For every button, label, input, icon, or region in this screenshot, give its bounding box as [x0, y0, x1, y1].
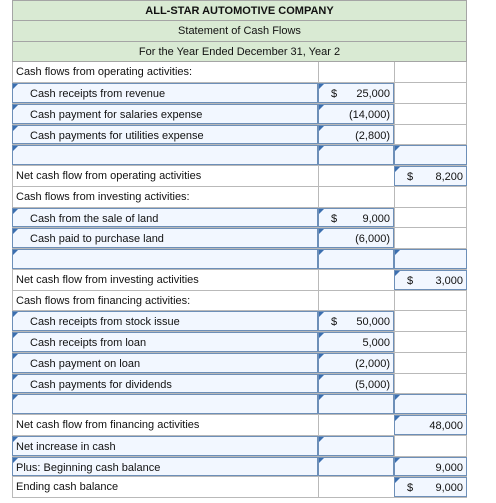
amount-column-1[interactable] — [318, 436, 394, 456]
amount-value: (14,000) — [349, 108, 390, 121]
line-item-label: Net cash flow from financing activities — [12, 415, 318, 435]
statement-row — [12, 436, 467, 457]
amount-column-2 — [394, 228, 467, 248]
amount-column-2[interactable] — [394, 166, 467, 186]
statement-row — [12, 228, 467, 249]
amount-value: 9,000 — [362, 212, 390, 225]
line-item-input[interactable] — [12, 145, 318, 165]
amount-column-1[interactable] — [318, 311, 394, 331]
line-item-label: Net cash flow from investing activities — [12, 270, 318, 290]
amount-column-1 — [318, 166, 394, 186]
amount-column-2[interactable] — [394, 394, 467, 414]
line-item-input[interactable]: Cash receipts from loan — [12, 332, 318, 352]
total-value: 8,200 — [435, 171, 463, 183]
currency-symbol: $ — [407, 171, 414, 183]
amount-column-2[interactable] — [394, 457, 467, 477]
statement-row — [12, 477, 467, 498]
line-item-input[interactable]: Cash payment on loan — [12, 353, 318, 373]
currency-symbol: $ — [331, 88, 338, 100]
amount-column-1[interactable] — [318, 208, 394, 228]
amount-value: (2,000) — [355, 357, 390, 370]
statement-row — [12, 415, 467, 436]
amount-column-2 — [394, 311, 467, 331]
total-value: 9,000 — [435, 461, 463, 474]
amount-column-2 — [394, 83, 467, 103]
amount-column-1[interactable] — [318, 249, 394, 269]
statement-period: For the Year Ended December 31, Year 2 — [12, 42, 467, 63]
amount-column-1[interactable] — [318, 332, 394, 352]
total-value: 3,000 — [435, 274, 463, 287]
amount-column-1 — [318, 187, 394, 207]
amount-column-1[interactable] — [318, 104, 394, 124]
statement-row — [12, 374, 467, 395]
amount-column-1[interactable] — [318, 228, 394, 248]
statement-row — [12, 83, 467, 104]
statement-row — [12, 166, 467, 187]
line-item-input[interactable]: Net increase in cash — [12, 436, 318, 456]
amount-column-1[interactable] — [318, 457, 394, 477]
total-value: 48,000 — [429, 420, 463, 432]
amount-column-1 — [318, 270, 394, 290]
line-item-input[interactable] — [12, 249, 318, 269]
line-item-input[interactable]: Cash receipts from stock issue — [12, 311, 318, 331]
line-item-input[interactable] — [12, 394, 318, 414]
total-value: 9,000 — [435, 482, 463, 495]
statement-row — [12, 353, 467, 374]
amount-column-2 — [394, 125, 467, 145]
statement-row — [12, 145, 467, 166]
amount-value: (2,800) — [355, 129, 390, 142]
amount-column-2[interactable] — [394, 477, 467, 497]
amount-column-1[interactable] — [318, 374, 394, 394]
amount-column-2 — [394, 353, 467, 373]
amount-column-1 — [318, 62, 394, 82]
amount-column-2[interactable] — [394, 415, 467, 435]
amount-column-1 — [318, 477, 394, 497]
amount-column-1 — [318, 415, 394, 435]
currency-symbol: $ — [331, 316, 338, 329]
amount-value: 50,000 — [356, 316, 390, 329]
currency-symbol: $ — [331, 212, 338, 225]
line-item-input[interactable]: Cash payments for utilities expense — [12, 125, 318, 145]
statement-row — [12, 104, 467, 125]
currency-symbol: $ — [407, 482, 414, 495]
line-item-input[interactable]: Cash payment for salaries expense — [12, 104, 318, 124]
amount-column-2 — [394, 436, 467, 456]
amount-value: (6,000) — [355, 233, 390, 246]
line-item-input[interactable]: Cash paid to purchase land — [12, 228, 318, 248]
statement-title: Statement of Cash Flows — [12, 21, 467, 42]
amount-value: 5,000 — [362, 337, 390, 349]
amount-column-2 — [394, 62, 467, 82]
amount-value: (5,000) — [355, 378, 390, 391]
line-item-input[interactable]: Cash receipts from revenue — [12, 83, 318, 103]
amount-column-1[interactable] — [318, 145, 394, 165]
line-item-label: Net cash flow from operating activities — [12, 166, 318, 186]
statement-row — [12, 187, 467, 208]
statement-row — [12, 457, 467, 478]
currency-symbol: $ — [407, 274, 414, 287]
statement-row — [12, 270, 467, 291]
line-item-input[interactable]: Cash payments for dividends — [12, 374, 318, 394]
amount-column-1[interactable] — [318, 353, 394, 373]
statement-row — [12, 291, 467, 312]
amount-column-1[interactable] — [318, 125, 394, 145]
line-item-label: Cash flows from investing activities: — [12, 187, 318, 207]
statement-row — [12, 208, 467, 229]
amount-column-2[interactable] — [394, 270, 467, 290]
statement-row — [12, 62, 467, 83]
amount-column-1[interactable] — [318, 394, 394, 414]
amount-column-1[interactable] — [318, 83, 394, 103]
line-item-input[interactable]: Cash from the sale of land — [12, 208, 318, 228]
amount-column-2[interactable] — [394, 249, 467, 269]
amount-column-1 — [318, 291, 394, 311]
amount-column-2 — [394, 208, 467, 228]
amount-column-2 — [394, 374, 467, 394]
amount-value: 25,000 — [356, 88, 390, 100]
statement-row — [12, 332, 467, 353]
line-item-label: Cash flows from operating activities: — [12, 62, 318, 82]
company-name: ALL-STAR AUTOMOTIVE COMPANY — [12, 0, 467, 21]
amount-column-2 — [394, 104, 467, 124]
amount-column-2 — [394, 291, 467, 311]
statement-row — [12, 249, 467, 270]
line-item-label: Cash flows from financing activities: — [12, 291, 318, 311]
cash-flow-statement — [12, 0, 467, 498]
statement-row — [12, 394, 467, 415]
amount-column-2 — [394, 187, 467, 207]
amount-column-2[interactable] — [394, 145, 467, 165]
line-item-label: Ending cash balance — [12, 477, 318, 497]
statement-row — [12, 311, 467, 332]
statement-row — [12, 125, 467, 146]
amount-column-2 — [394, 332, 467, 352]
line-item-input[interactable]: Plus: Beginning cash balance — [12, 457, 318, 477]
